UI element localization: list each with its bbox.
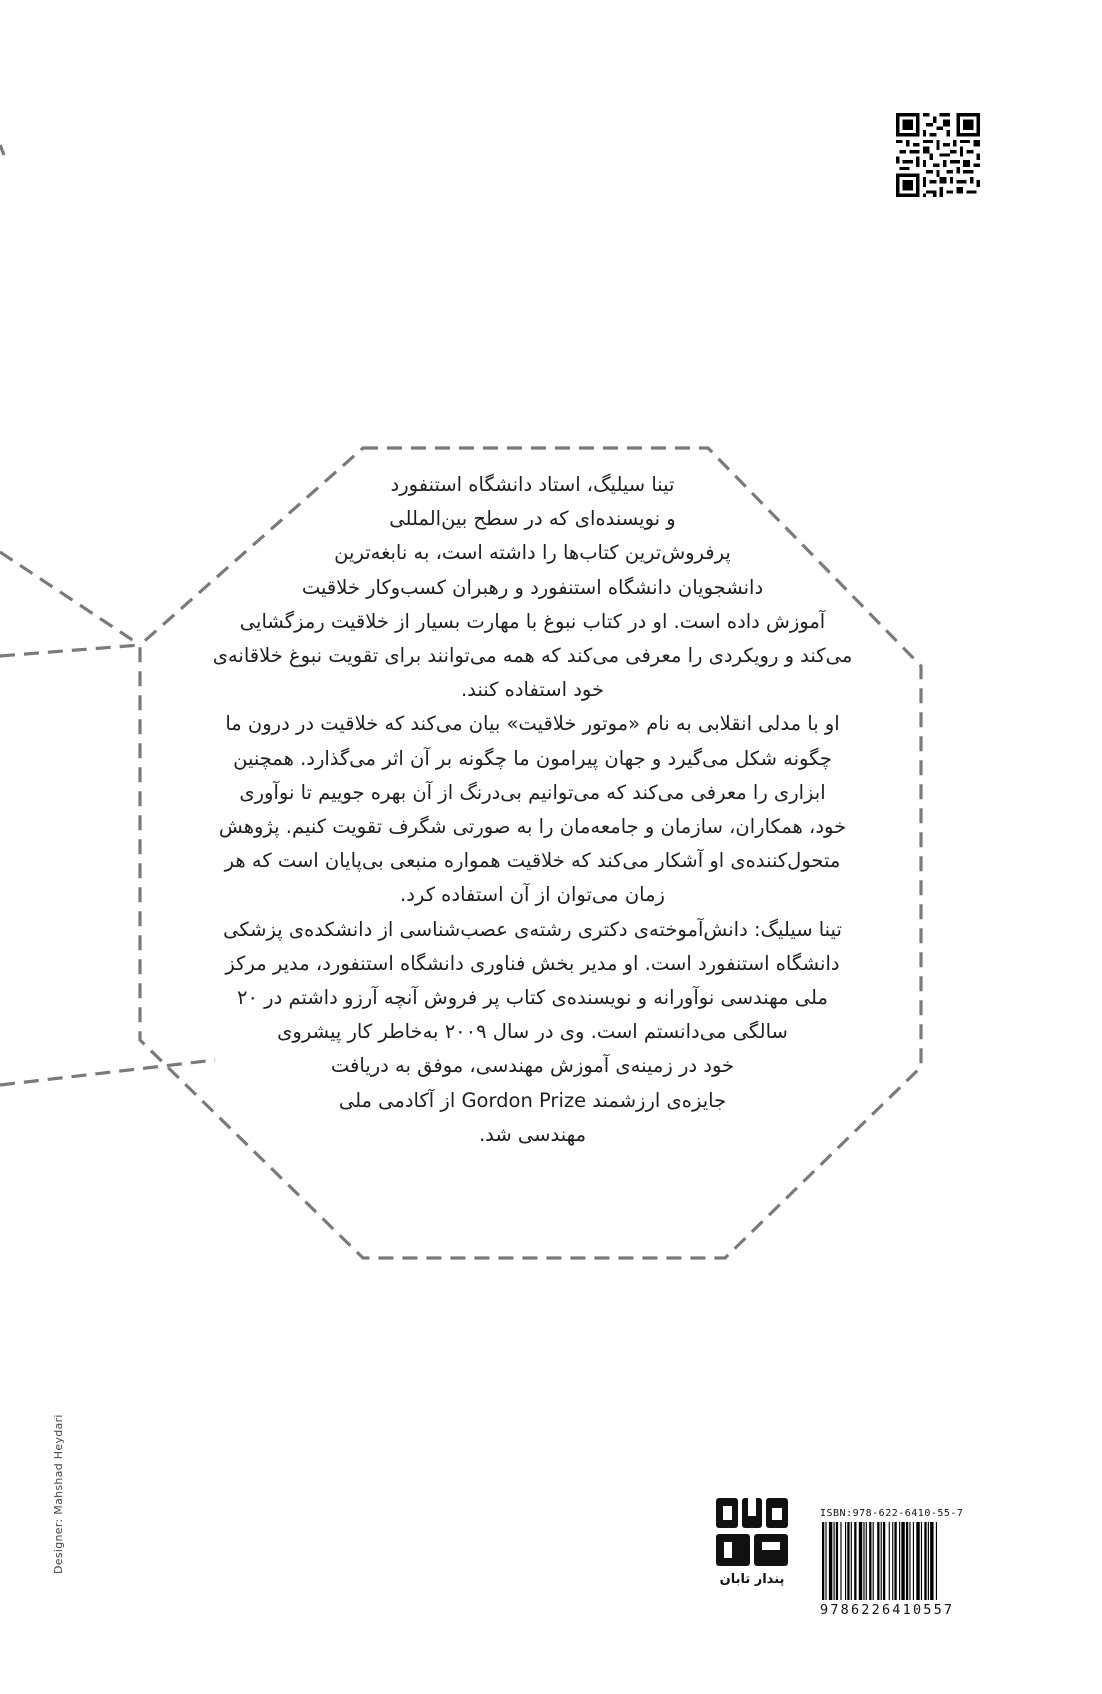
blurb-line: می‌کند و رویکردی را معرفی می‌کند که همه می‌توانند برای تقویت نبوغ خلاقانه‌ی <box>212 644 853 668</box>
qr-code <box>896 113 980 197</box>
blurb-line: سالگی می‌دانستم است. وی در سال ۲۰۰۹ به‌خاطر کار پیشروی <box>277 1020 788 1044</box>
blurb-line: متحول‌کننده‌ی او آشکار می‌کند که خلاقیت همواره منبعی بی‌پایان است که هر <box>224 849 841 873</box>
publisher-logo <box>712 1496 792 1587</box>
blurb-paragraph-2 <box>140 707 925 912</box>
blurb-line: خود استفاده کنند. <box>460 678 605 702</box>
blurb-line: و نویسنده‌ای که در سطح بین‌المللی <box>389 507 676 531</box>
publisher-logo-icon <box>712 1496 792 1568</box>
blurb-line: چگونه شکل می‌گیرد و جهان پیرامون ما چگونه بر آن اثر می‌گذارد. همچنین <box>233 746 832 770</box>
blurb-line: تینا سیلیگ، استاد دانشگاه استنفورد <box>390 473 675 496</box>
isbn-label: ISBN:978-622-6410-55-7 <box>820 1508 964 1519</box>
barcode-number: 9786226410557 <box>820 1602 955 1618</box>
back-cover-blurb <box>140 468 925 1152</box>
blurb-line: او با مدلی انقلابی به نام «موتور خلاقیت» بیان می‌کند که خلاقیت در درون ما <box>225 712 840 736</box>
blurb-line: آموزش داده است. او در کتاب نبوغ با مهارت بسیار از خلاقیت رمزگشایی <box>239 609 826 633</box>
designer-credit: Designer: Mahshad Heydari <box>52 1414 65 1574</box>
blurb-line: پرفروش‌ترین کتاب‌ها را داشته است، به نابغه‌ترین <box>334 541 731 565</box>
blurb-line: تینا سیلیگ: دانش‌آموخته‌ی دکتری رشته‌ی عصب‌شناسی از دانشکده‌ی پزشکی <box>223 917 842 941</box>
blurb-paragraph-1 <box>140 468 925 707</box>
blurb-line: جایزه‌ی ارزشمند Gordon Prize از آکادمی ملی <box>338 1088 727 1112</box>
blurb-line: ابزاری را معرفی می‌کند که می‌توانیم بی‌درنگ از آن بهره جوییم تا نوآوری <box>239 780 826 804</box>
blurb-line: خود در زمینه‌ی آموزش مهندسی، موفق به دریافت <box>330 1054 735 1078</box>
blurb-line: دانشگاه استنفورد است. او مدیر بخش فناوری دانشگاه استنفورد، مدیر مرکز <box>225 951 840 975</box>
dashed-line-middle <box>0 645 140 656</box>
blurb-line: زمان می‌توان از آن استفاده کرد. <box>400 883 665 907</box>
publisher-name: پندار تابان <box>719 1572 785 1587</box>
blurb-line: دانشجویان دانشگاه استنفورد و رهبران کسب‌وکار خلاقیت <box>301 575 764 599</box>
dashed-line-upper <box>0 552 140 645</box>
blurb-line: ملی مهندسی نوآورانه و نویسنده‌ی کتاب پر فروش آنچه آرزو داشتم در ۲۰ <box>237 986 828 1010</box>
dashed-line-top-left <box>0 145 4 155</box>
blurb-line: خود، همکاران، سازمان و جامعه‌مان را به صورتی شگرف تقویت کنیم. پژوهش <box>218 815 847 839</box>
qr-code-icon <box>896 113 980 197</box>
blurb-paragraph-3 <box>140 913 925 1152</box>
blurb-line: مهندسی شد. <box>478 1122 587 1146</box>
barcode <box>820 1508 978 1618</box>
barcode-icon <box>820 1522 978 1600</box>
